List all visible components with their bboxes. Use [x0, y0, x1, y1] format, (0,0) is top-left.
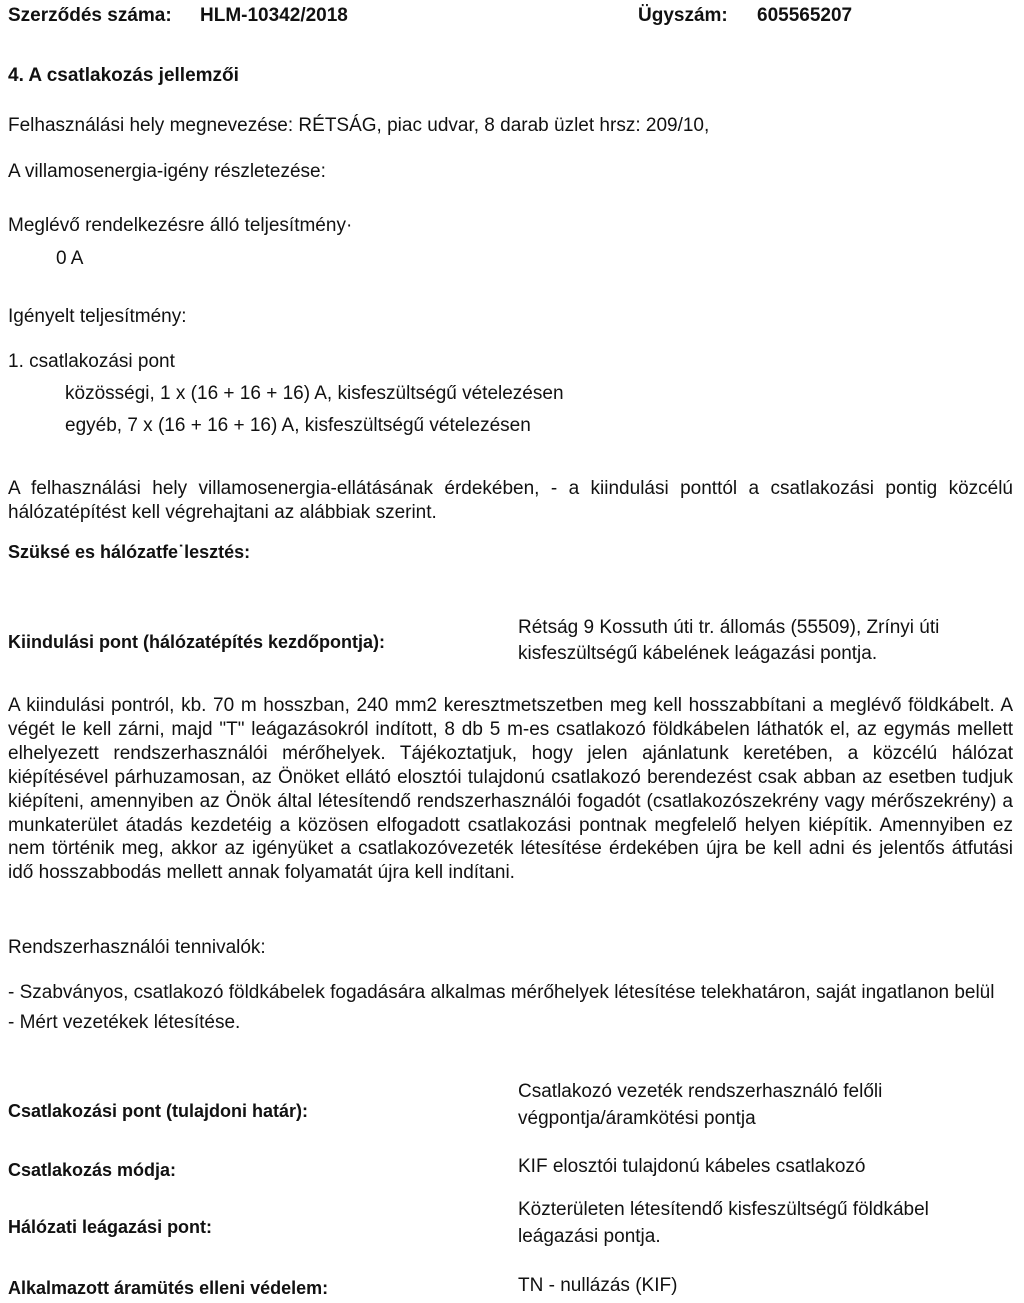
contract-number-label: Szerződés száma: [8, 5, 172, 26]
connection-point-title: 1. csatlakozási pont [8, 351, 175, 372]
detail-value-line: KIF elosztói tulajdonú kábeles csatlakozó [518, 1156, 866, 1177]
network-development-heading: Szüksé es hálózatfe˙lesztés: [8, 542, 251, 562]
detail-value-line: leágazási pontja. [518, 1226, 661, 1247]
case-number-label: Ügyszám: [638, 5, 728, 26]
user-tasks-title: Rendszerhasználói tennivalók: [8, 937, 266, 958]
detail-label-network-branch-point: Hálózati leágazási pont: [8, 1217, 213, 1237]
connection-point-line: közösségi, 1 x (16 + 16 + 16) A, kisfeszültségű vételezésen [65, 383, 564, 404]
requested-capacity-label: Igényelt teljesítmény: [8, 306, 187, 327]
user-task-item: - Mért vezetékek létesítése. [8, 1012, 241, 1033]
detail-label-shock-protection: Alkalmazott áramütés elleni védelem: [8, 1278, 329, 1298]
supply-paragraph: A felhasználási hely villamosenergia-ellátásának érdekében, - a kiindulási ponttól a csatlakozási pontig közcélú hálózatépítést kell végrehajtani az alábbiak szerint. [8, 478, 1013, 523]
contract-number-value: HLM-10342/2018 [200, 5, 348, 26]
detail-value-line: Közterületen létesítendő kisfeszültségű földkábel [518, 1199, 929, 1220]
existing-capacity-label: Meglévő rendelkezésre álló teljesítmény· [8, 215, 353, 236]
detail-value-line: Csatlakozó vezeték rendszerhasználó felőli [518, 1081, 883, 1102]
detail-value-line: végpontja/áramkötési pontja [518, 1108, 756, 1129]
user-task-item: - Szabványos, csatlakozó földkábelek fogadására alkalmas mérőhelyek létesítése telekhatáron, saját ingatlanon belül [8, 982, 995, 1003]
existing-capacity-value: 0 A [56, 248, 84, 269]
usage-place-line: Felhasználási hely megnevezése: RÉTSÁG, piac udvar, 8 darab üzlet hrsz: 209/10, [8, 115, 710, 136]
demand-details-label: A villamosenergia-igény részletezése: [8, 161, 326, 182]
start-point-label: Kiindulási pont (hálózatépítés kezdőpontja): [8, 632, 386, 652]
connection-point-line: egyéb, 7 x (16 + 16 + 16) A, kisfeszültségű vételezésen [65, 415, 531, 436]
start-point-value-line: kisfeszültségű kábelének leágazási pontja. [518, 643, 878, 664]
detail-label-connection-point: Csatlakozási pont (tulajdoni határ): [8, 1101, 309, 1121]
detail-value-line: TN - nullázás (KIF) [518, 1275, 678, 1296]
section-title: 4. A csatlakozás jellemzői [8, 65, 239, 86]
main-paragraph: A kiindulási pontról, kb. 70 m hosszban, 240 mm2 keresztmetszetben meg kell hosszabbítani a meglévő földkábelt. A végét le kell zárni, majd "T" leágazásokról indított, 8 db 5 m-es csatlakozó földkábelen láthatók el, az egymás mellett elhelyezett rendszerhasználói mérőhelyek. Tájékoztatjuk, hogy jelen ajánlatunk keretében, a közcélú hálózat kiépítésével párhuzamosan, az Önöket ellátó elosztói tulajdonú csatlakozó berendezést csak abban az esetben tudjuk kiépíteni, amennyiben az Önök által létesítendő rendszerhasználói fogadót (csatlakozószekrény vagy mérőszekrény) a munkaterület átadás kezdetéig a közösen elfogadott csatlakozási pontnak megfelelő helyen kiépítik. Amennyiben ez nem történik meg, akkor az igényüket a csatlakozóvezeték létesítése érdekében újra be kell adni és jelentős átfutási idő hosszabbodás mellett annak folyamatát újra kell indítani. [8, 695, 1013, 884]
case-number-value: 605565207 [757, 5, 853, 26]
detail-label-connection-mode: Csatlakozás módja: [8, 1160, 177, 1180]
start-point-value-line: Rétság 9 Kossuth úti tr. állomás (55509), Zrínyi úti [518, 617, 940, 638]
